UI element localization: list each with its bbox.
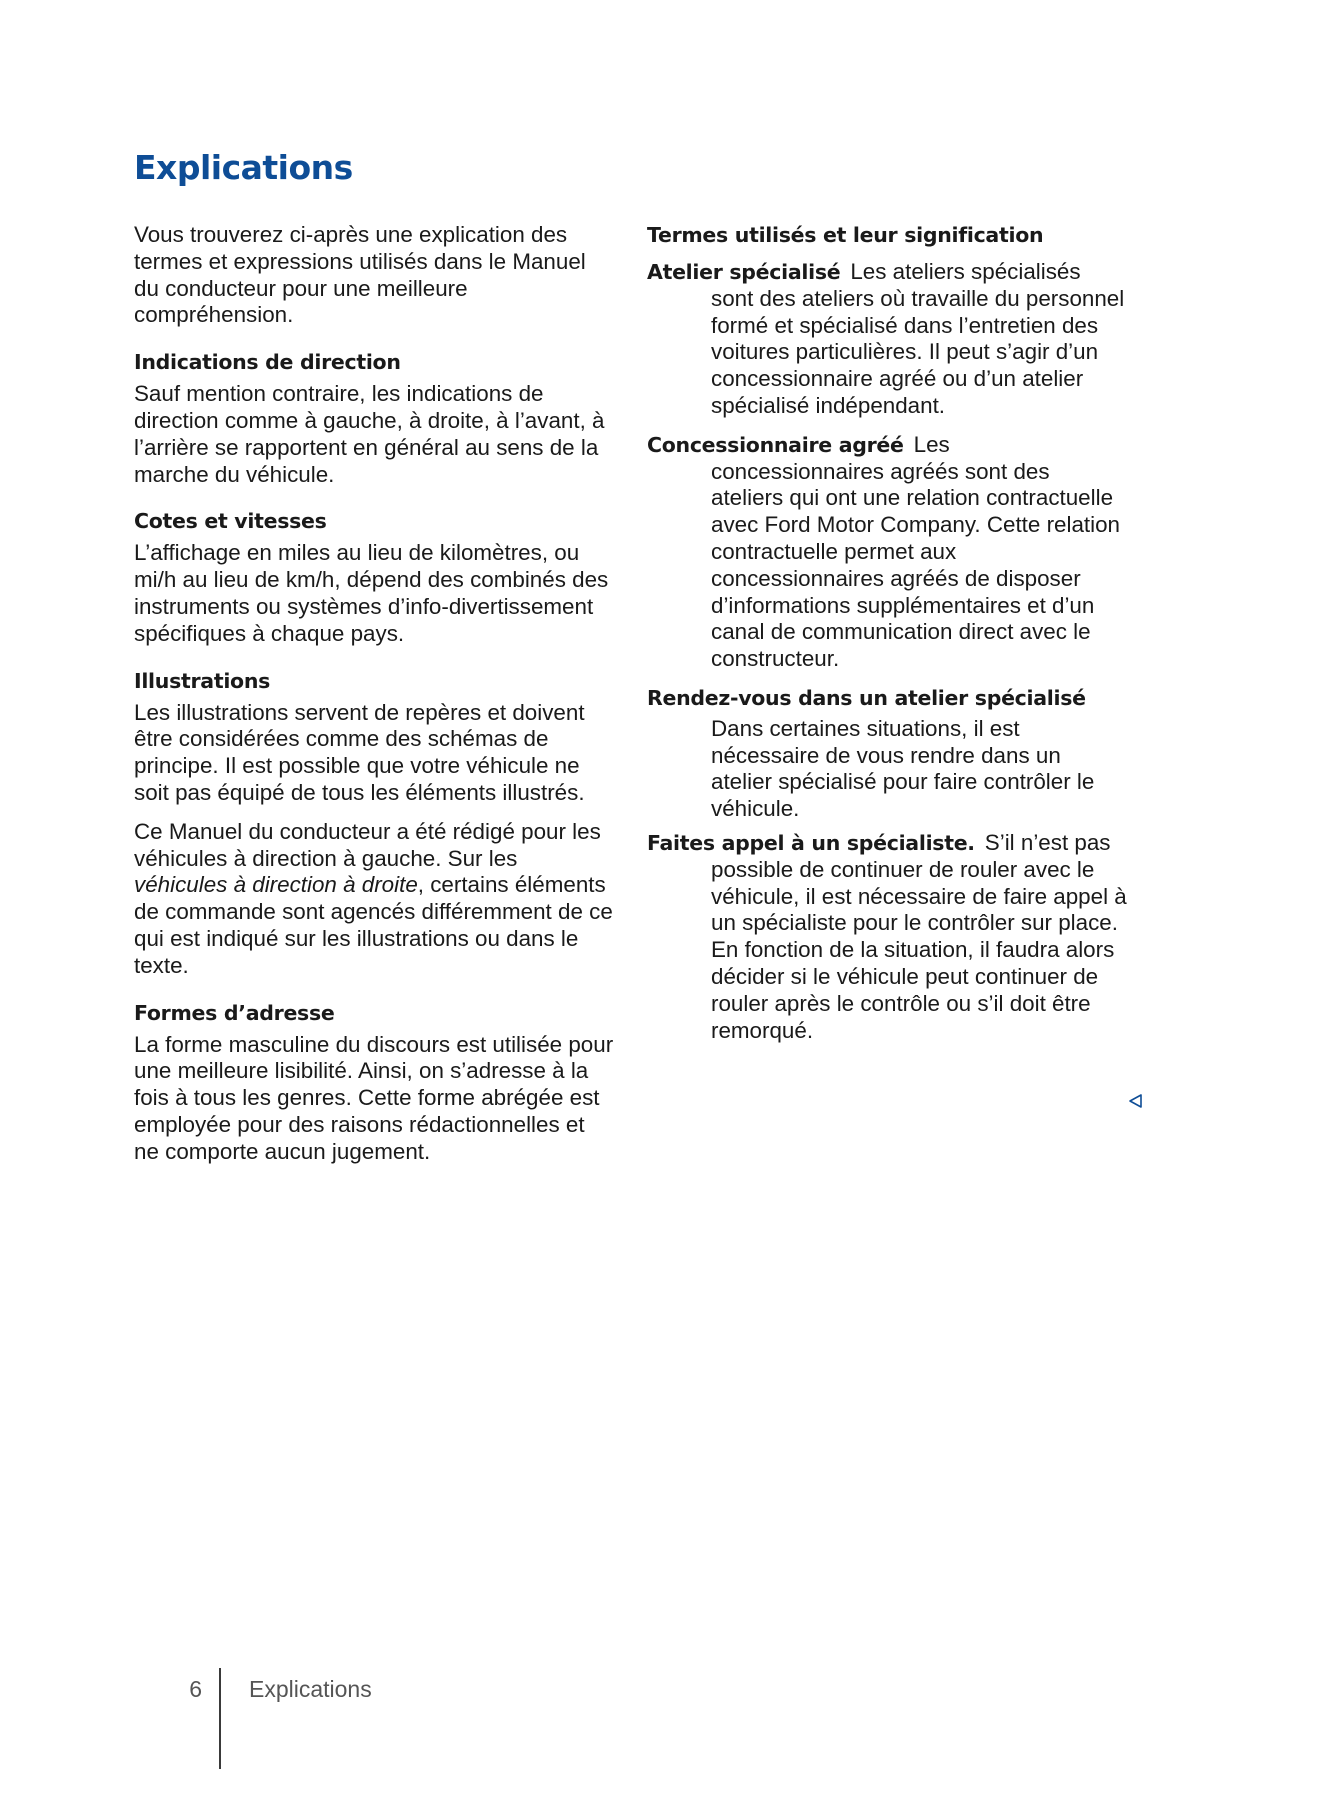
- term-label: Concessionnaire agréé: [647, 432, 904, 457]
- term-entry: [647, 685, 1127, 823]
- term-definition: Les ateliers spécialisés sont des ateliers où travaille du personnel formé et spécialisé dans l’entretien des voitures particulières. Il peut s’agir d’un concessionnaire agréé ou d’un atelier spécialisé indépendant.: [711, 259, 1125, 418]
- term-label: Rendez-vous dans un atelier spécialisé: [647, 685, 1086, 710]
- terms-heading: Termes utilisés et leur signification: [647, 223, 1044, 247]
- page-number: 6: [189, 1676, 202, 1702]
- term-entry: [647, 432, 1127, 673]
- text-run: Ce Manuel du conducteur a été rédigé pour les véhicules à direction à gauche. Sur les: [134, 818, 601, 871]
- left-column: [134, 222, 614, 1178]
- italic-text: véhicules à direction à droite: [134, 872, 418, 898]
- term-definition: Dans certaines situations, il est nécessaire de vous rendre dans un atelier spécialisé pour faire contrôler le véhicule.: [711, 715, 1095, 822]
- section-heading-illustrations: Illustrations: [134, 668, 271, 693]
- section-heading-units: Cotes et vitesses: [134, 509, 327, 534]
- term-entry: [647, 259, 1127, 420]
- footer-divider: [219, 1668, 221, 1769]
- section-heading-address-forms: Formes d’adresse: [134, 1000, 335, 1025]
- right-column: [647, 222, 1127, 1056]
- section-paragraph: L’affichage en miles au lieu de kilomètres, ou mi/h au lieu de km/h, dépend des combinés des instruments ou systèmes d’info-divertissement spécifiques à chaque pays.: [134, 540, 609, 646]
- end-of-section-triangle-icon: [1128, 1093, 1144, 1109]
- footer-section-label: Explications: [249, 1676, 372, 1702]
- section-paragraph: La forme masculine du discours est utilisée pour une meilleure lisibilité. Ainsi, on s’adresse à la fois à tous les genres. Cette forme abrégée est employée pour des raisons rédactionnelles et ne comporte aucun jugement.: [134, 1031, 614, 1164]
- text-run: , certains éléments de commande sont agencés différemment de ce qui est indiqué sur les illustrations ou dans le texte.: [134, 872, 613, 978]
- term-label: Atelier spécialisé: [647, 260, 841, 284]
- section-paragraph: Sauf mention contraire, les indications de direction comme à gauche, à droite, à l’avant, à l’arrière se rapportent en général au sens de la marche du véhicule.: [134, 381, 605, 487]
- section-heading-directions: Indications de direction: [134, 350, 401, 375]
- term-definition: S’il n’est pas possible de continuer de rouler avec le véhicule, il est nécessaire de faire appel à un spécialiste pour le contrôler sur place. En fonction de la situation, il faudra alors décider si le véhicule peut continuer de rouler après le contrôle ou s’il doit être remorqué.: [711, 829, 1127, 1043]
- section-paragraph: Les illustrations servent de repères et doivent être considérées comme des schémas de principe. Il est possible que votre véhicule ne soit pas équipé de tous les éléments illustrés.: [134, 699, 585, 805]
- term-definition: Les concessionnaires agréés sont des ateliers qui ont une relation contractuelle avec Ford Motor Company. Cette relation contractuelle permet aux concessionnaires agréés de disposer d’informations supplémentaires et d’un canal de communication direct avec le constructeur.: [711, 431, 1121, 672]
- term-entry: [647, 830, 1127, 1044]
- term-label: Faites appel à un spécialiste.: [647, 830, 975, 855]
- section-paragraph-drive-side: [134, 819, 614, 980]
- page-title: Explications: [134, 148, 353, 187]
- intro-paragraph: Vous trouverez ci-après une explication des termes et expressions utilisés dans le Manuel du conducteur pour une meilleure compréhension.: [134, 222, 586, 328]
